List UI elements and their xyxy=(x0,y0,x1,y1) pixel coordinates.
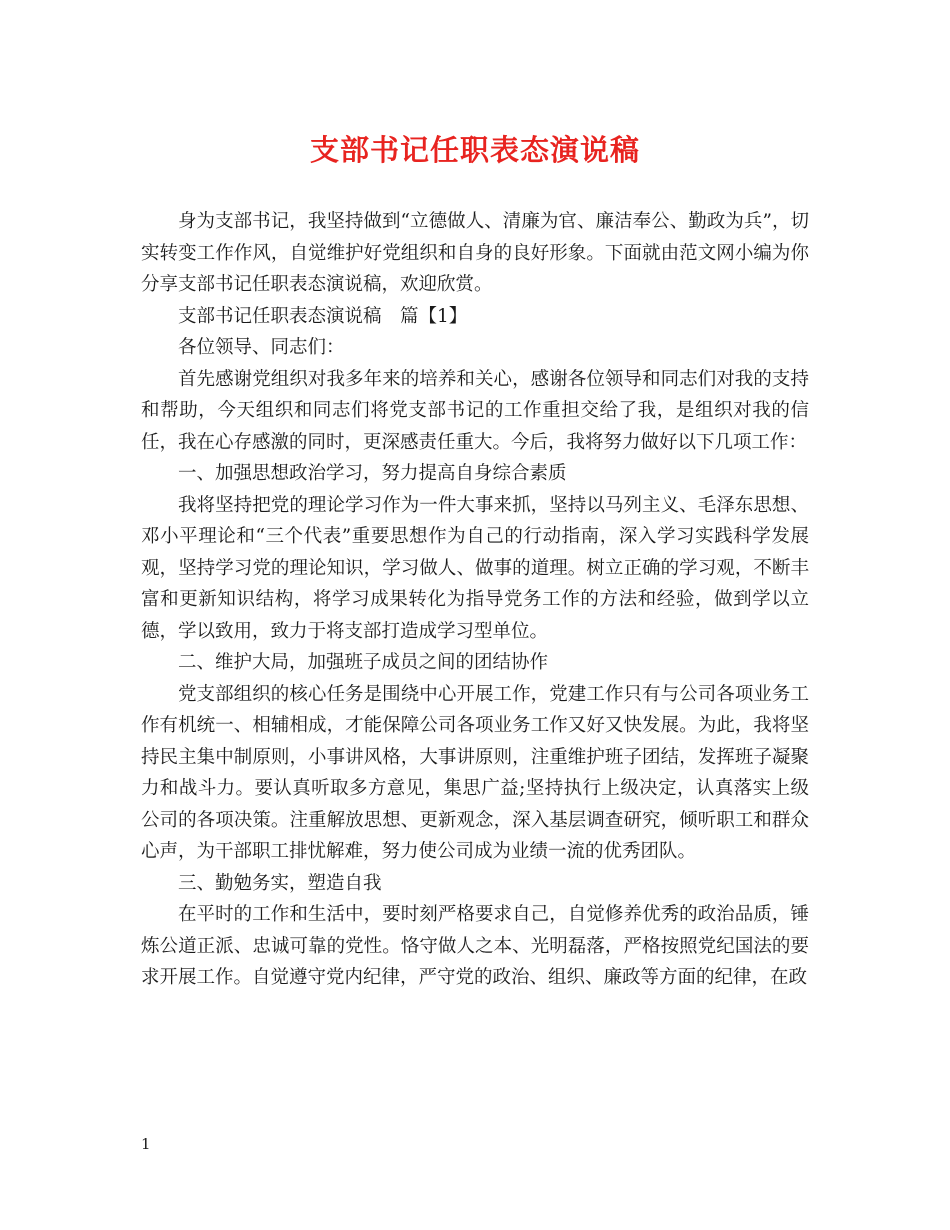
section-heading-3: 三、勤勉务实，塑造自我 xyxy=(178,872,382,894)
body-paragraph: 首先感谢党组织对我多年来的培养和关心，感谢各位领导和同志们对我的支持和帮助，今天组织和同志们将党支部书记的工作重担交给了我，是组织对我的信任，我在心存感激的同时，更深感责任重大。今后，我将努力做好以下几项工作： xyxy=(141,368,809,453)
body-paragraph: 我将坚持把党的理论学习作为一件大事来抓，坚持以马列主义、毛泽东思想、邓小平理论和“三个代表”重要思想作为自己的行动指南，深入学习实践科学发展观，坚持学习党的理论知识，学习做人、做事的道理。树立正确的学习观，不断丰富和更新知识结构，将学习成果转化为指导党务工作的方法和经验，做到学以立德，学以致用，致力于将支部打造成学习型单位。 xyxy=(141,494,809,642)
document-body xyxy=(141,206,809,994)
salutation: 各位领导、同志们： xyxy=(178,337,345,358)
body-paragraph: 在平时的工作和生活中，要时刻严格要求自己，自觉修养优秀的政治品质，锤炼公道正派、忠诚可靠的党性。恪守做人之本、光明磊落，严格按照党纪国法的要求开展工作。自觉遵守党内纪律，严守党的政治、组织、廉政等方面的纪律，在政 xyxy=(141,904,809,988)
section-heading-2: 二、维护大局，加强班子成员之间的团结协作 xyxy=(178,652,549,673)
section-heading-1: 一、加强思想政治学习，努力提高自身综合素质 xyxy=(178,463,567,484)
intro-paragraph: 身为支部书记，我坚持做到“立德做人、清廉为官、廉洁奉公、勤政为兵”，切实转变工作作风，自觉维护好党组织和自身的良好形象。下面就由范文网小编为你分享支部书记任职表态演说稿，欢迎欣赏。 xyxy=(141,211,809,295)
document-title: 支部书记任职表态演说稿 xyxy=(309,133,640,167)
speech-heading: 支部书记任职表态演说稿 篇【1】 xyxy=(178,305,468,327)
page-number: 1 xyxy=(141,1135,151,1153)
body-paragraph: 党支部组织的核心任务是围绕中心开展工作，党建工作只有与公司各项业务工作有机统一、相辅相成，才能保障公司各项业务工作又好又快发展。为此，我将坚持民主集中制原则，小事讲风格，大事讲原则，注重维护班子团结，发挥班子凝聚力和战斗力。要认真听取多方意见，集思广益;坚持执行上级决定，认真落实上级公司的各项决策。注重解放思想、更新观念，深入基层调查研究，倾听职工和群众心声，为干部职工排忧解难，努力使公司成为业绩一流的优秀团队。 xyxy=(141,683,809,862)
